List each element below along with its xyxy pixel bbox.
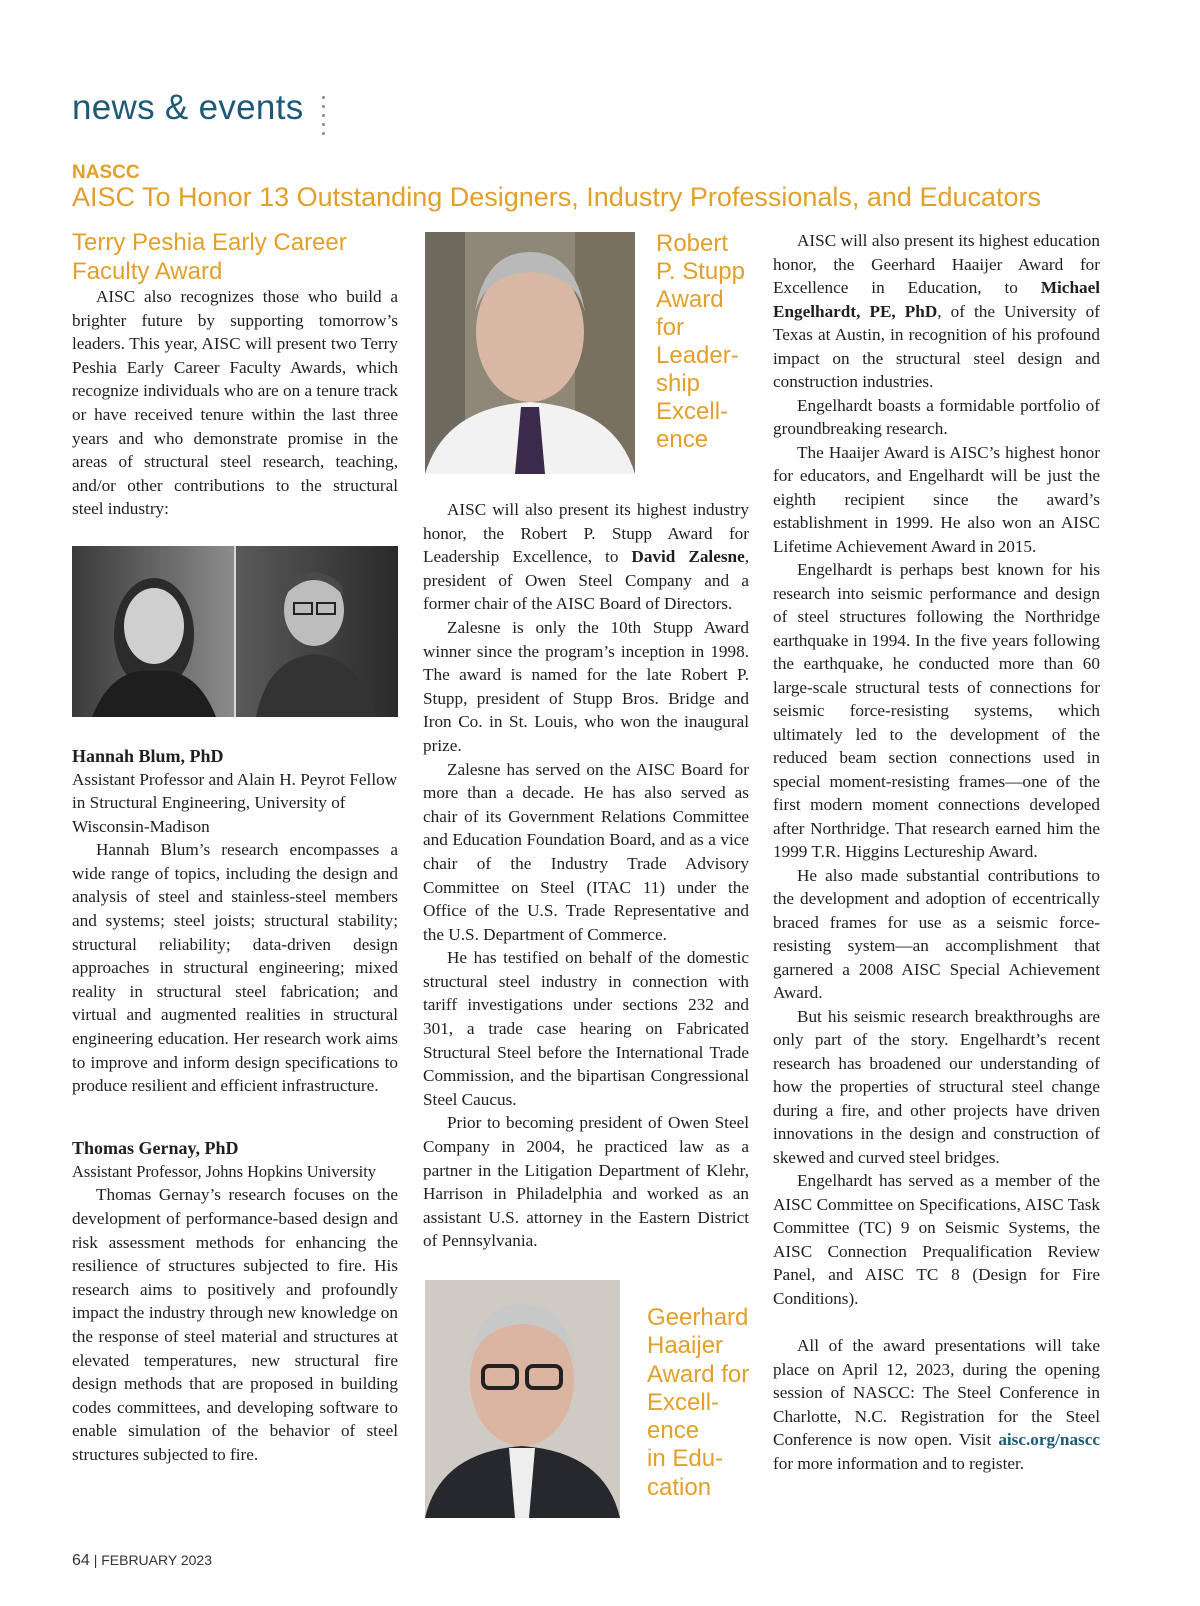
nascc-link[interactable]: aisc.org/nascc	[998, 1430, 1100, 1449]
person-blum	[72, 744, 398, 1098]
photo-blum-gernay	[72, 546, 398, 717]
haaijer-article: AISC will also present its highest education honor, the Geerhard Haaijer Award for Excellence in Education, to Michael Engelhardt, PE, PhD, of the University of Texas at Austin, in recognition of his profound impact on the structural steel design and construction industries. Engelhardt boasts a formidable portfolio of groundbreaking research. The Haaijer Award is AISC’s highest honor for educators, and Engelhardt will be just the eighth recipient since the award’s establishment in 1999. He also won an AISC Lifetime Achievement Award in 2015. Engelhardt is perhaps best known for his research into seismic performance and design of steel structures following the Northridge earthquake in 1994. In the five years following the earthquake, he conducted more than 60 large-scale structural tests of connections for seismic force-resisting systems, which ultimately led to the development of the reduced beam section connections used in special moment-resisting frames—one of the first modern moment connections developed after Northridge. That research earned him the 1999 T.R. Higgins Lectureship Award. He also made substantial contributions to the development and adoption of eccentrically braced frames for use as a seismic force-resisting system—an accomplishment that garnered a 2008 AISC Special Achievement Award. But his seismic research breakthroughs are only part of the story. Engelhardt’s recent research has broadened our understanding of how the properties of structural steel change during a fire, and other projects have driven innovations in the design and construction of skewed and curved steel bridges. Engelhardt has served as a member of the AISC Committee on Specifications, AISC Task Committee (TC) 9 on Seismic Systems, the AISC Connection Prequalification Review Panel, and AISC TC 8 (Design for Fire Conditions).	[773, 231, 1100, 1308]
person-gernay	[72, 1136, 398, 1467]
award-title-haaijer: Geerhard Haaijer Award for Excell- ence in Edu- cation	[647, 1304, 750, 1501]
footer-separator: |	[93, 1552, 98, 1568]
vertical-dots-divider	[321, 96, 327, 136]
section-title: news & events	[72, 88, 304, 127]
person-affiliation: Assistant Professor, Johns Hopkins University	[72, 1162, 376, 1181]
award-title-peshia: Terry Peshia Early Career Faculty Award	[72, 229, 347, 285]
kicker: NASCC	[72, 162, 140, 183]
page-number: 64	[72, 1552, 90, 1569]
closing-paragraph: All of the award presentations will take place on April 12, 2023, during the opening session of NASCC: The Steel Conference in Charlotte, N.C. Registration for the Steel Conference is now open. Visit aisc.org/nascc for more information and to register.	[773, 1336, 1100, 1473]
person-name: Thomas Gernay, PhD	[72, 1138, 239, 1158]
issue-date: FEBRUARY 2023	[101, 1552, 212, 1568]
stupp-article: AISC will also present its highest industry honor, the Robert P. Stupp Award for Leadership Excellence, to David Zalesne, president of Owen Steel Company and a former chair of the AISC Board of Directors. Zalesne is only the 10th Stupp Award winner since the program’s inception in 1998. The award is named for the late Robert P. Stupp, president of Stupp Bros. Bridge and Iron Co. in St. Louis, who won the inaugural prize. Zalesne has served on the AISC Board for more than a decade. He has also served as chair of its Government Relations Committee and Education Foundation Board, and as a vice chair of the Industry Trade Advisory Committee on Steel (ITAC 11) under the Office of the U.S. Trade Representative and the U.S. Department of Commerce. He has testified on behalf of the domestic structural steel industry in connection with tariff investigations under sections 232 and 301, a trade case hearing on Fabricated Structural Steel before the International Trade Commission, and the bipartisan Congressional Steel Caucus. Prior to becoming president of Owen Steel Company in 2004, he practiced law as a partner in the Litigation Department of Klehr, Harrison in Philadelphia and worked as an assistant U.S. attorney in the Eastern District of Pennsylvania.	[423, 500, 749, 1251]
person-bio: Thomas Gernay’s research focuses on the development of performance-based design and risk assessment methods for enhancing the resilience of structures subjected to fire. His research aims to positively and profoundly impact the industry through new knowledge on the response of steel material and structures at elevated temperatures, new structural fire design methods that are proposed in building codes committees, and developing software to enable simulation of the behavior of steel structures subjected to fire.	[72, 1185, 398, 1464]
headline: AISC To Honor 13 Outstanding Designers, Industry Professionals, and Educators	[72, 182, 1042, 212]
page-footer	[72, 1552, 212, 1570]
photo-engelhardt	[425, 1280, 620, 1518]
peshia-intro: AISC also recognizes those who build a brighter future by supporting tomorrow’s leaders. This year, AISC will present two Terry Peshia Early Career Faculty Awards, which recognize individuals who are on a tenure track or have received tenure within the last three years and who demonstrate promise in the areas of structural steel research, teaching, and/or other contributions to the structural steel industry:	[72, 287, 398, 519]
person-bio: Hannah Blum’s research encompasses a wide range of topics, including the design and analysis of steel and stainless-steel members and systems; steel joists; structural stability; structural reliability; data-driven design approaches in structural engineering; mixed reality in structural steel fabrication; and virtual and augmented realities in structural engineering education. Her research work aims to improve and inform design specifications to produce resilient and efficient infrastructure.	[72, 840, 398, 1096]
award-title-stupp: Robert P. Stupp Award for Leader- ship Excell- ence	[656, 230, 745, 453]
person-affiliation: Assistant Professor and Alain H. Peyrot Fellow in Structural Engineering, University of Wisconsin-Madison	[72, 770, 398, 836]
photo-zalesne	[425, 232, 635, 474]
person-name: Hannah Blum, PhD	[72, 746, 224, 766]
